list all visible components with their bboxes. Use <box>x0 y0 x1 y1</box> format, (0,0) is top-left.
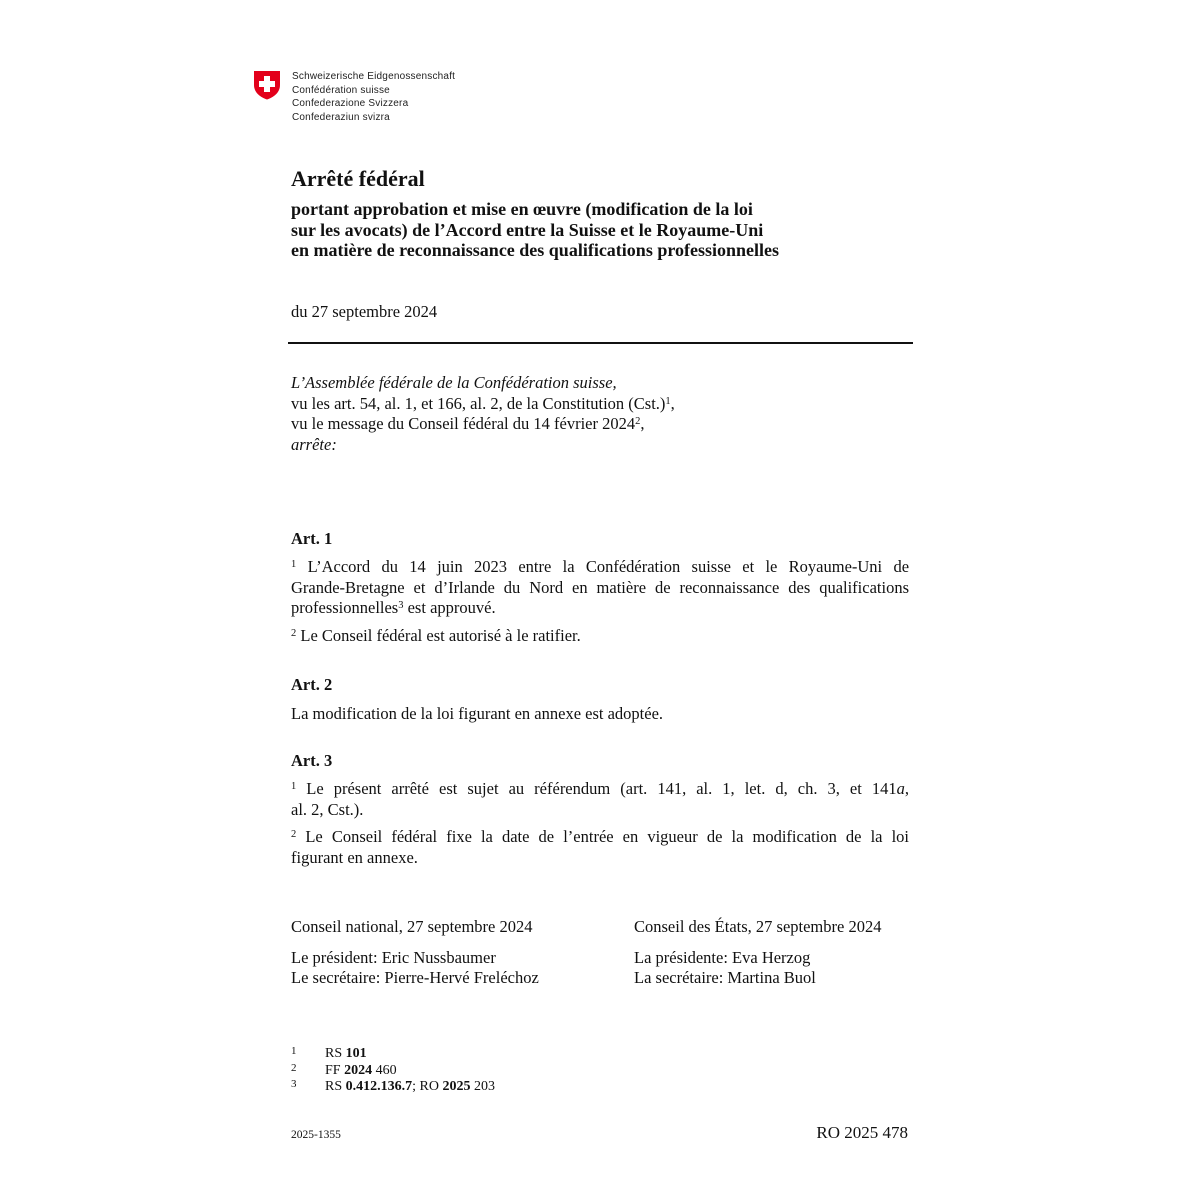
article-2-heading: Art. 2 <box>291 675 333 694</box>
paragraph-number: 1 <box>291 781 297 792</box>
paragraph-line <box>291 557 909 578</box>
footnote-part: 2024 <box>344 1062 373 1078</box>
paragraph-number: 2 <box>291 829 297 840</box>
paragraph-text: est approuvé. <box>403 598 496 617</box>
swiss-coat-of-arms-icon <box>253 70 281 100</box>
footnote-number: 3 <box>291 1078 297 1090</box>
preamble-constitution-line <box>291 394 675 415</box>
footnote-part: ; RO <box>412 1079 443 1094</box>
paragraph-text: Le Conseil fédéral fixe la date de l’entrée en vigueur de la modification de la loi <box>305 827 909 846</box>
footnote-number: 1 <box>291 1045 297 1057</box>
punctuation: , <box>640 414 645 433</box>
header-line-it: Confederazione Svizzera <box>292 98 409 109</box>
subtitle-line: en matière de reconnaissance des qualifications professionnelles <box>291 240 779 260</box>
preamble-assembly: L’Assemblée fédérale de la Confédération suisse, <box>291 373 617 392</box>
paragraph-text: a <box>896 779 905 798</box>
paragraph-text: Le présent arrêté est sujet au référendum (art. 141, al. 1, let. d, ch. 3, et 141 <box>306 779 897 798</box>
footnote-part: RS <box>325 1046 346 1061</box>
document-subtitle <box>291 199 891 261</box>
footnote-part: FF <box>325 1062 345 1078</box>
subtitle-line: portant approbation et mise en œuvre (modification de la loi <box>291 199 753 219</box>
footnote-ref[interactable]: 1 <box>665 395 671 407</box>
preamble-line-text: vu le message du Conseil fédéral du 14 février 2024 <box>291 414 636 433</box>
footnote-part: RS <box>325 1079 346 1094</box>
paragraph-line <box>291 626 909 647</box>
footnote-ref[interactable]: 3 <box>398 600 404 611</box>
footnote-part: 460 <box>372 1062 397 1078</box>
footnote-text <box>325 1079 495 1096</box>
paragraph-line <box>291 598 909 619</box>
paragraph-line: figurant en annexe. <box>291 847 418 867</box>
signature-national-council <box>291 917 539 989</box>
article-3-heading: Art. 3 <box>291 751 333 770</box>
preamble <box>291 373 675 455</box>
paragraph-text: L’Accord du 14 juin 2023 entre la Confédération suisse et le Royaume-Uni de <box>307 557 910 576</box>
document-date: du 27 septembre 2024 <box>291 302 438 321</box>
official-compilation-reference: RO 2025 478 <box>816 1123 908 1142</box>
article-1-paragraph-2 <box>291 626 909 647</box>
paragraph-line: al. 2, Cst.). <box>291 799 364 819</box>
article-3-paragraph-1 <box>291 779 909 820</box>
header-line-fr: Confédération suisse <box>292 84 390 96</box>
article-3-paragraph-2 <box>291 827 909 868</box>
document-reference-number: 2025-1355 <box>291 1129 341 1141</box>
footnote-part: 203 <box>470 1079 495 1094</box>
footnote-number: 2 <box>291 1061 297 1074</box>
footnote <box>291 1079 495 1096</box>
paragraph-number: 2 <box>291 628 297 639</box>
paragraph-line <box>291 779 909 800</box>
article-2-paragraph <box>291 704 909 725</box>
preamble-decree: arrête: <box>291 434 337 454</box>
document-title: Arrêté fédéral <box>291 166 425 191</box>
paragraph-line: La modification de la loi figurant en annexe est adoptée. <box>291 704 664 723</box>
footnote-text <box>325 1063 397 1080</box>
article-1-paragraph-1 <box>291 557 909 619</box>
federal-administration-header <box>292 70 455 124</box>
signature-chamber: Conseil des États, 27 septembre 2024 <box>634 917 882 936</box>
signature-president: Le président: Eric Nussbaumer <box>291 947 496 967</box>
paragraph-line <box>291 827 909 848</box>
signature-secretary: La secrétaire: Martina Buol <box>634 968 816 987</box>
signature-chamber: Conseil national, 27 septembre 2024 <box>291 917 533 936</box>
footnote-ref[interactable]: 2 <box>635 416 641 427</box>
signature-secretary: Le secrétaire: Pierre-Hervé Freléchoz <box>291 968 539 987</box>
paragraph-text: , <box>904 779 909 798</box>
preamble-line-text: vu les art. 54, al. 1, et 166, al. 2, de la Constitution (Cst.) <box>291 393 666 413</box>
punctuation: , <box>670 393 675 413</box>
preamble-message-line <box>291 414 675 435</box>
footnote-part: 2025 <box>442 1079 471 1094</box>
footnote-part: 0.412.136.7 <box>345 1079 413 1094</box>
paragraph-number: 1 <box>291 559 297 570</box>
footnotes <box>291 1046 495 1096</box>
signature-council-of-states <box>634 917 881 989</box>
footnote-part: 101 <box>345 1046 367 1061</box>
header-line-rm: Confederaziun svizra <box>292 111 390 123</box>
paragraph-text: Le Conseil fédéral est autorisé à le ratifier. <box>300 626 581 645</box>
paragraph-text: professionnelles <box>291 598 399 617</box>
article-1-heading: Art. 1 <box>291 529 333 548</box>
paragraph-line: Grande-Bretagne et d’Irlande du Nord en matière de reconnaissance des qualifications <box>291 577 909 597</box>
title-divider <box>288 342 913 344</box>
header-line-de: Schweizerische Eidgenossenschaft <box>292 71 456 82</box>
subtitle-line: sur les avocats) de l’Accord entre la Suisse et le Royaume-Uni <box>291 219 764 240</box>
signature-president: La présidente: Eva Herzog <box>634 947 811 967</box>
footnote-text <box>325 1046 367 1063</box>
